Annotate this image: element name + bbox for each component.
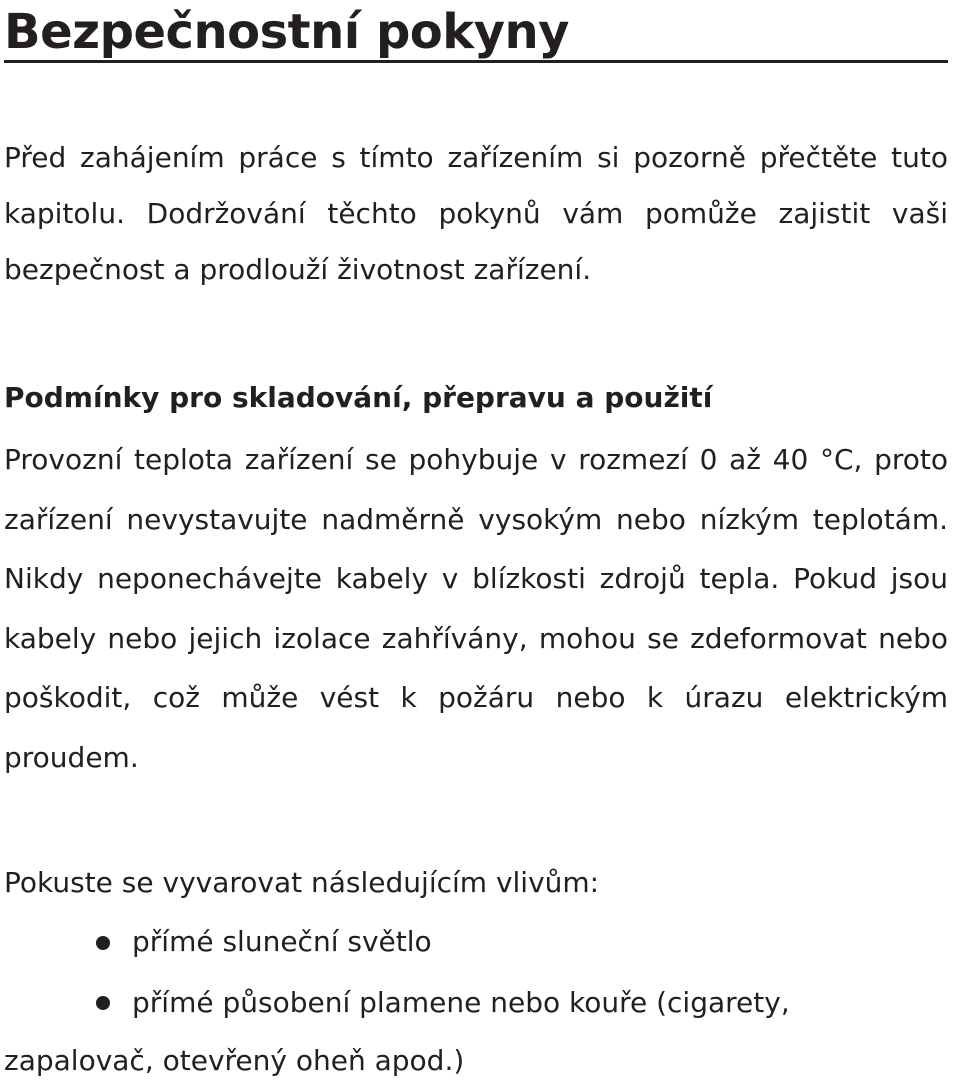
list-item <box>4 914 948 970</box>
list-item-text: přímé sluneční světlo <box>132 925 432 958</box>
list-item-text: přímé působení plamene nebo kouře (cigarety, zapalovač, otevřený oheň apod.) <box>4 986 790 1077</box>
section-body-paragraph: Provozní teplota zařízení se pohybuje v rozmezí 0 až 40 °C, proto zařízení nevystavujte nadměrně vysokým nebo nízkým teplotám. Nikdy neponechávejte kabely v blízkosti zdrojů tepla. Pokud jsou kabely nebo jejich izolace zahřívány, mohou se zdeformovat nebo poškodit, což může vést k požáru nebo k úrazu elektrickým proudem. <box>4 443 948 774</box>
bullet-icon <box>96 936 110 950</box>
page-title: Bezpečnostní pokyny <box>4 4 569 60</box>
avoid-lead-text: Pokuste se vyvarovat následujícím vlivům: <box>4 866 600 899</box>
title-underline <box>4 60 948 63</box>
list-item <box>4 974 948 1090</box>
bullet-icon <box>96 996 110 1010</box>
section-heading: Podmínky pro skladování, přepravu a použití <box>4 381 713 414</box>
intro-paragraph: Před zahájením práce s tímto zařízením si pozorně přečtěte tuto kapitolu. Dodržování těchto pokynů vám pomůže zajistit vaši bezpečnost a prodlouží životnost zařízení. <box>4 141 948 286</box>
